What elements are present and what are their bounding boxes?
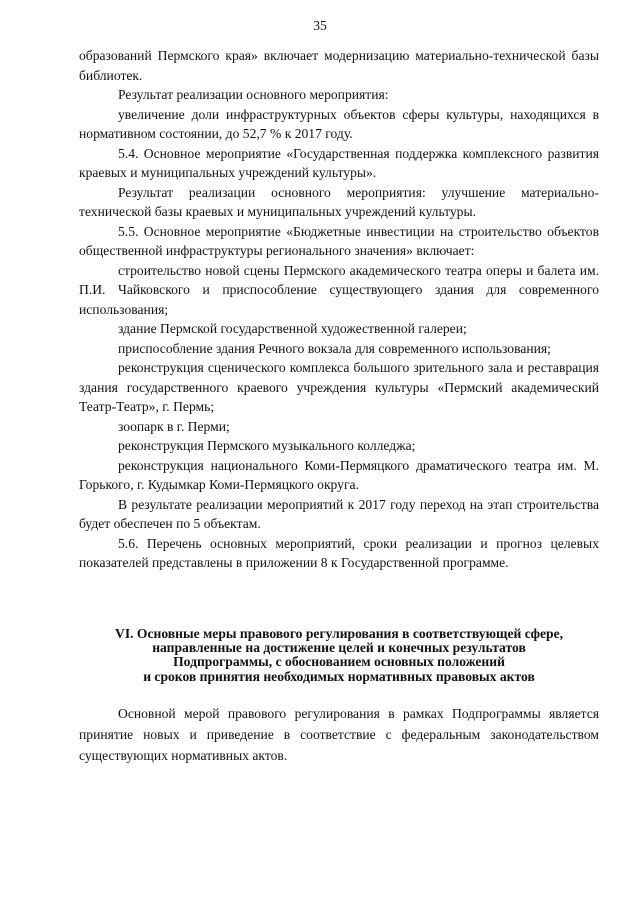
section-heading-line: Подпрограммы, с обоснованием основных положений bbox=[173, 654, 505, 670]
paragraph: здание Пермской государственной художественной галереи; bbox=[118, 321, 467, 336]
paragraph: реконструкция Пермского музыкального колледжа; bbox=[118, 438, 416, 453]
section-heading bbox=[79, 627, 599, 684]
paragraph: приспособление здания Речного вокзала для современного использования; bbox=[118, 340, 551, 356]
paragraph: В результате реализации мероприятий к 2017 году переход на этап строительства будет обеспечен по 5 объектам. bbox=[79, 496, 599, 531]
closing-text bbox=[79, 703, 599, 766]
paragraph: 5.6. Перечень основных мероприятий, сроки реализации и прогноз целевых показателей представлены в приложении 8 к Государственной программе. bbox=[79, 535, 599, 570]
closing-paragraph: Основной мерой правового регулирования в рамках Подпрограммы является принятие новых и приведение в соответствие с федеральным законодательством существующих нормативных актов. bbox=[79, 706, 599, 763]
paragraph: зоопарк в г. Перми; bbox=[118, 418, 230, 434]
paragraph: образований Пермского края» включает модернизацию материально-технической базы библиотек. bbox=[79, 48, 599, 83]
section-heading-line: VI. Основные меры правового регулирования в соответствующей сфере, bbox=[115, 626, 563, 641]
body-text bbox=[79, 46, 599, 573]
paragraph: Результат реализации основного мероприятия: bbox=[118, 87, 389, 102]
paragraph: увеличение доли инфраструктурных объектов сферы культуры, находящихся в нормативном состоянии, до 52,7 % к 2017 году. bbox=[79, 106, 599, 141]
section-heading-line: и сроков принятия необходимых нормативных правовых актов bbox=[143, 668, 535, 684]
section-heading-line: направленные на достижение целей и конечных результатов bbox=[152, 640, 526, 656]
paragraph: реконструкция национального Коми-Пермяцкого драматического театра им. М. Горького, г. Кудымкар Коми-Пермяцкого округа. bbox=[79, 457, 599, 492]
paragraph: 5.4. Основное мероприятие «Государственная поддержка комплексного развития краевых и муниципальных учреждений культуры». bbox=[79, 145, 599, 180]
paragraph: реконструкция сценического комплекса большого зрительного зала и реставрация здания государственного краевого учреждения культуры «Пермский академический Театр-Театр», г. Пермь; bbox=[79, 360, 599, 414]
paragraph: 5.5. Основное мероприятие «Бюджетные инвестиции на строительство объектов общественной инфраструктуры регионального значения» включает: bbox=[79, 223, 599, 258]
page-number: 35 bbox=[313, 18, 327, 33]
paragraph: строительство новой сцены Пермского академического театра оперы и балета им. П.И. Чайковского и приспособление существующего здания для современного использования; bbox=[79, 262, 599, 317]
paragraph: Результат реализации основного мероприятия: улучшение материально-технической базы краевых и муниципальных учреждений культуры. bbox=[79, 184, 599, 219]
